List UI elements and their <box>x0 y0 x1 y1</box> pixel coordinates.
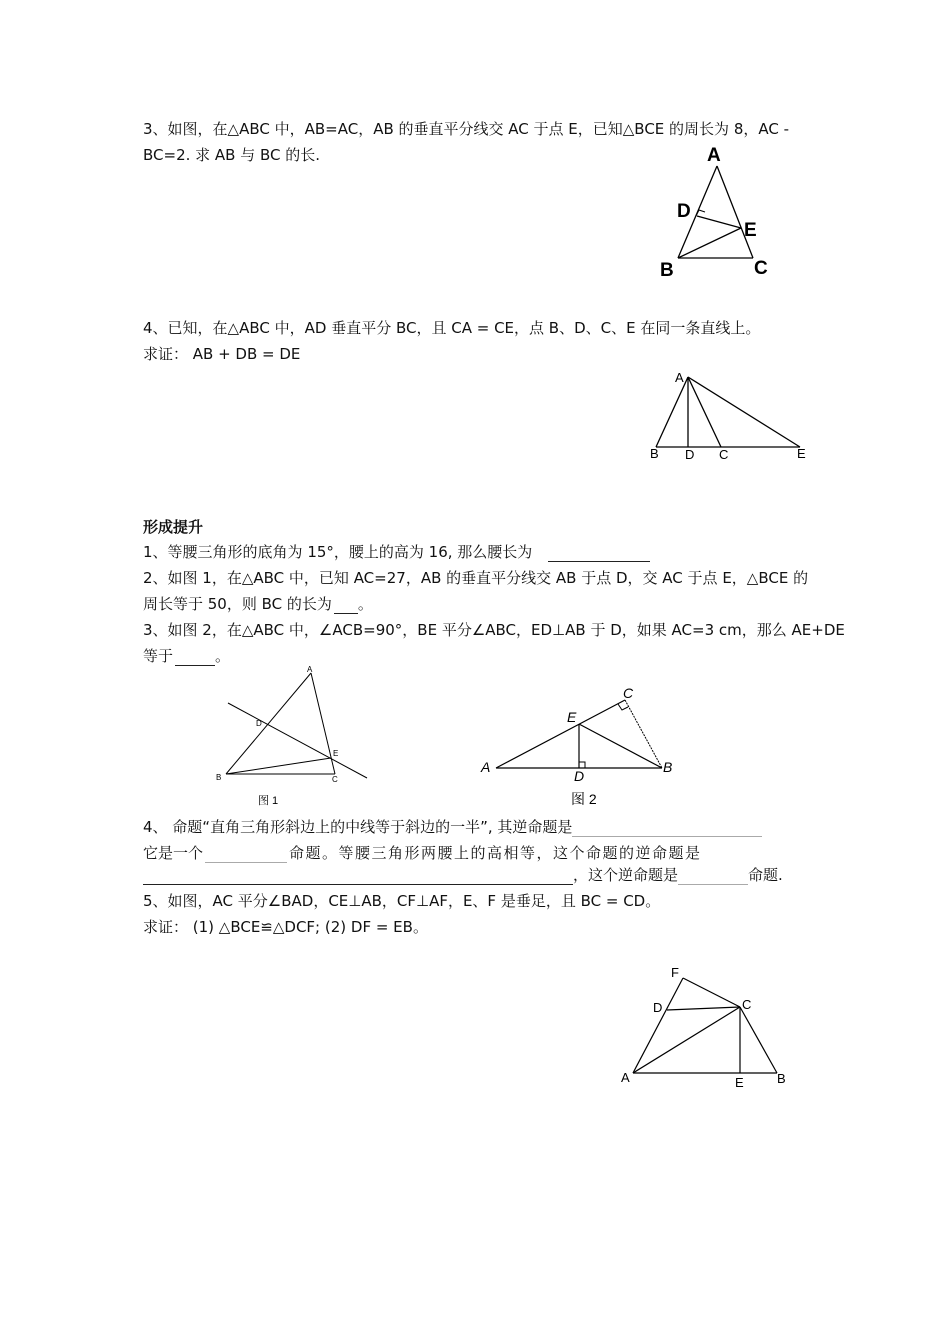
fig5-segment-dc <box>667 1007 740 1010</box>
s-p4b <box>143 843 702 863</box>
fig1-caption: 图 1 <box>258 795 279 807</box>
s-p1-answer-blank[interactable] <box>548 545 650 562</box>
s-p4-truth-blank[interactable] <box>205 846 287 863</box>
fig2-caption: 图 2 <box>571 791 597 807</box>
fig1-label-b: B <box>216 773 222 782</box>
s-p4a <box>143 817 762 837</box>
fig5 <box>615 960 800 1090</box>
s-p4a-text: 4、 命题“直角三角形斜边上的中线等于斜边的一半”, 其逆命题是 <box>143 818 573 836</box>
fig2-right-angle-c <box>618 704 628 710</box>
s-p4-converse2-blank[interactable] <box>143 868 573 885</box>
q3-side-ac <box>717 166 753 258</box>
fig5-segment-fc <box>683 978 740 1007</box>
q3-label-d: D <box>677 201 691 222</box>
q3-line2: BC=2. 求 AB 与 BC 的长. <box>143 146 321 164</box>
s-p4c-end: 命题. <box>748 866 783 884</box>
s-p2b-end: 。 <box>357 595 373 613</box>
q3-segment-be <box>678 228 741 258</box>
q4-line1: 4、已知，在△ABC 中，AD 垂直平分 BC，且 CA = CE，点 B、D、C、E 在同一条直线上。 <box>143 319 761 337</box>
q4-label-d: D <box>685 447 695 462</box>
fig2-label-a: A <box>481 759 491 775</box>
q4-segment-ab <box>656 377 688 447</box>
fig1-label-e: E <box>333 749 339 758</box>
s-p3a: 3、如图 2，在△ABC 中，∠ACB=90°，BE 平分∠ABC，ED⊥AB 于 D，如果 AC=3 cm，那么 AE+DE <box>143 621 845 639</box>
q4-label-c: C <box>719 447 729 462</box>
q4-label-b: B <box>650 446 659 461</box>
fig2-label-c: C <box>623 685 634 701</box>
fig1-label-a: A <box>307 665 313 674</box>
q3-figure <box>650 140 790 280</box>
s-p2-answer-blank[interactable] <box>334 597 358 614</box>
q3-label-a: A <box>707 145 721 166</box>
fig1-label-d: D <box>256 719 262 728</box>
fig2-side-ac <box>496 700 625 768</box>
section-title: 形成提升 <box>143 518 204 536</box>
fig1 <box>210 660 380 810</box>
fig5-segment-cb <box>740 1007 777 1073</box>
fig2-label-e: E <box>567 709 577 725</box>
fig5-label-f: F <box>671 965 679 980</box>
q4-label-a: A <box>675 370 684 385</box>
fig5-segment-af <box>633 978 683 1073</box>
s-p5a: 5、如图，AC 平分∠BAD，CE⊥AB，CF⊥AF，E、F 是垂足，且 BC = CD。 <box>143 892 661 910</box>
fig5-label-d: D <box>653 1000 663 1015</box>
fig2-label-d: D <box>574 768 585 784</box>
s-p2b-text: 周长等于 50，则 BC 的长为 <box>143 595 332 613</box>
fig5-label-e: E <box>735 1075 744 1090</box>
fig5-label-c: C <box>742 997 752 1012</box>
q3-label-c: C <box>754 258 768 279</box>
s-p1-text: 1、等腰三角形的底角为 15°，腰上的高为 16, 那么腰长为 <box>143 543 533 561</box>
q3-perp-bisector <box>697 216 741 228</box>
q4-label-e: E <box>797 446 806 461</box>
q4-line2: 求证： AB + DB = DE <box>143 345 301 363</box>
q3-label-e: E <box>744 220 757 241</box>
fig2 <box>475 680 695 810</box>
s-p4c <box>143 865 783 885</box>
fig1-side-ab <box>226 673 311 774</box>
fig1-label-c: C <box>332 775 338 784</box>
s-p4b-text: 它是一个 <box>143 844 204 862</box>
s-p4c-text: ，这个逆命题是 <box>573 866 679 884</box>
s-p3b-text: 等于 <box>143 647 174 665</box>
fig5-segment-ac <box>633 1007 740 1073</box>
s-p2b <box>143 594 373 614</box>
s-p2a: 2、如图 1，在△ABC 中，已知 AC=27，AB 的垂直平分线交 AB 于点 D，交 AC 于点 E，△BCE 的 <box>143 569 809 587</box>
s-p4b-mid: 命题。等腰三角形两腰上的高相等，这个命题的逆命题是 <box>289 844 702 862</box>
fig1-segment-be <box>226 758 331 774</box>
q3-line1: 3、如图，在△ABC 中，AB=AC，AB 的垂直平分线交 AC 于点 E，已知△BCE 的周长为 8，AC - <box>143 120 790 138</box>
s-p4-truth2-blank[interactable] <box>678 868 748 885</box>
fig5-label-b: B <box>777 1071 786 1086</box>
q4-figure <box>640 365 820 465</box>
s-p3b-end: 。 <box>215 647 231 665</box>
fig2-label-b: B <box>663 759 673 775</box>
q3-label-b: B <box>660 260 674 280</box>
s-p5b: 求证： (1) △BCE≌△DCF; (2) DF = EB。 <box>143 918 428 936</box>
fig1-perp-bisector <box>228 703 367 778</box>
s-p1 <box>143 542 650 562</box>
fig5-label-a: A <box>621 1070 630 1085</box>
s-p4-converse-blank[interactable] <box>572 820 762 837</box>
